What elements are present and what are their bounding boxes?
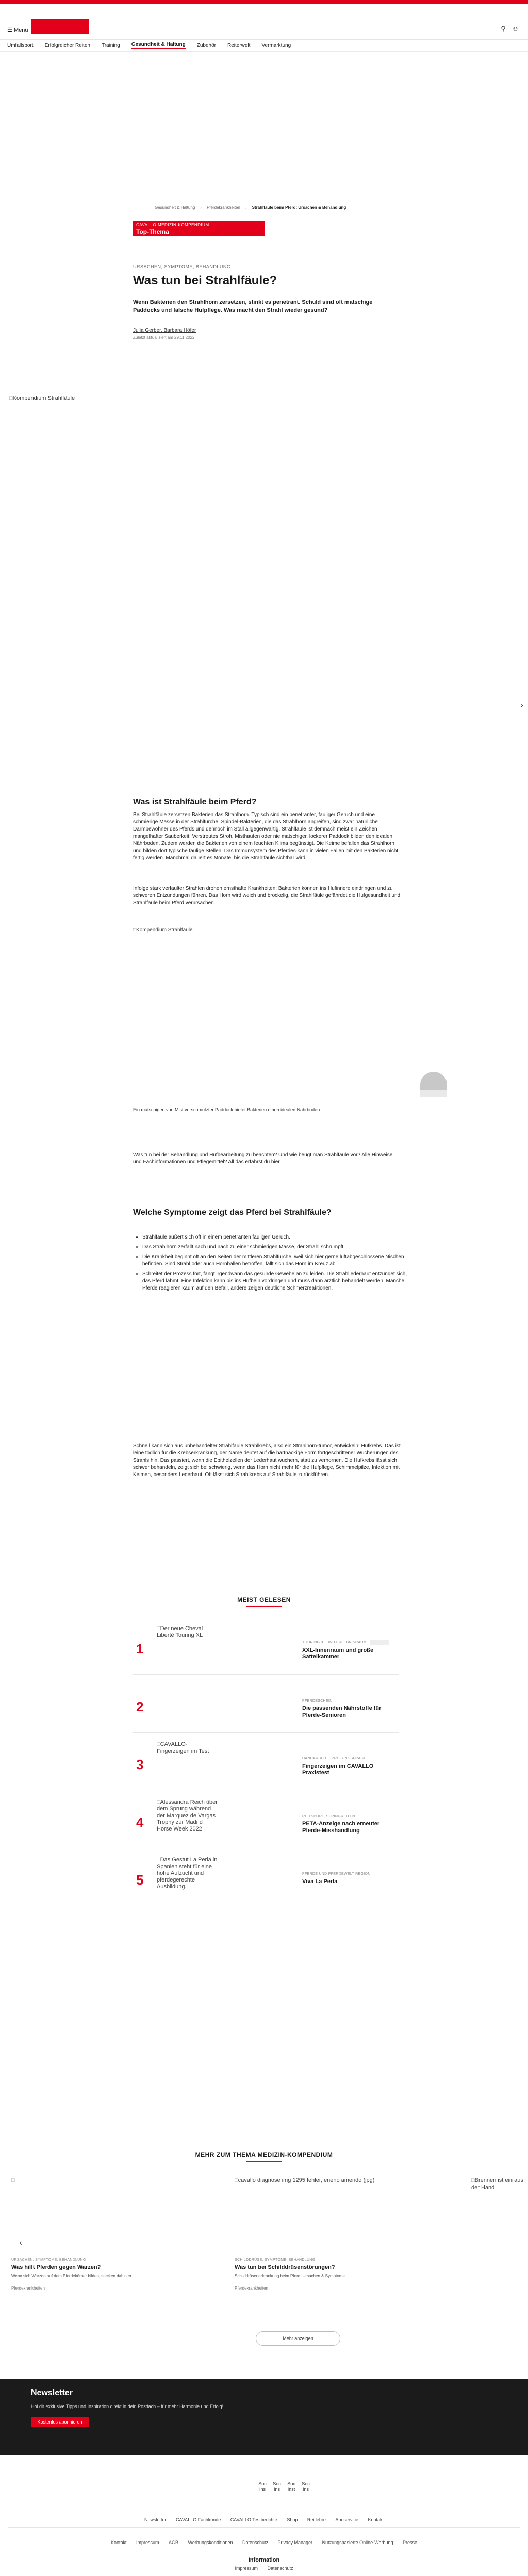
- list-item: • Strahlfäule äußert sich oft in einem penetranten fauligen Geruch.: [142, 1234, 408, 1241]
- author-link[interactable]: Julia Gerber, Barbara Höfer: [133, 328, 196, 333]
- article-image: □ Kompendium Strahlfäule: [133, 927, 193, 933]
- teaser-kicker: REITSPORT, SPRINGREITEN: [302, 1815, 355, 1818]
- hero-image: □ Kompendium Strahlfäule: [9, 395, 75, 401]
- footer-link[interactable]: Werbungskonditionen: [188, 2540, 233, 2545]
- footer-link[interactable]: Privacy Manager: [277, 2540, 313, 2545]
- section-divider: [246, 1606, 282, 1607]
- banner-title: Top-Thema: [136, 228, 169, 235]
- social-icon[interactable]: Soc Ins: [302, 2481, 310, 2492]
- footer-link[interactable]: Kontakt: [368, 2517, 384, 2522]
- card-image[interactable]: [11, 2177, 158, 2254]
- user-icon[interactable]: ☺: [512, 25, 519, 32]
- search-icon[interactable]: ⚲: [501, 25, 506, 32]
- breadcrumb-separator: ›: [245, 205, 247, 210]
- social-icon[interactable]: Soc Inst: [287, 2481, 295, 2492]
- social-links: [256, 2481, 312, 2502]
- footer-link[interactable]: AGB: [169, 2540, 179, 2545]
- compendium-carousel: [0, 2177, 528, 2342]
- teaser-image[interactable]: [157, 1684, 219, 1720]
- article-kicker: URSACHEN, SYMPTOME, BEHANDLUNG: [133, 264, 231, 269]
- list-item: • Die Krankheit beginnt oft an den Seiten der mittleren Strahlfurche, weil sich hier gerne luftabgeschlossene Nischen befinden. Sind Strahl oder auch Hornballen betroffen, fällt sich das Horn im Kreuz ab.: [142, 1253, 408, 1268]
- card-tag[interactable]: Pferdekrankheiten: [235, 2286, 268, 2291]
- footer-link[interactable]: Datenschutz: [267, 2566, 293, 2571]
- nav-item-training[interactable]: Training: [101, 43, 120, 48]
- card-image[interactable]: □ cavallo diagnose img 1295 fehler, eneno amendo (jpg): [235, 2177, 382, 2254]
- breadcrumb-separator: ›: [200, 205, 202, 210]
- teaser-kicker: PFERDESCHEIN: [302, 1699, 333, 1703]
- newsletter-title: Newsletter: [31, 2388, 73, 2397]
- teaser-title[interactable]: Fingerzeigen im CAVALLO Praxistest: [302, 1763, 374, 1776]
- footer-link[interactable]: Impressum: [235, 2566, 258, 2571]
- rank-number: 2: [136, 1699, 144, 1715]
- chevron-right-icon[interactable]: ›: [521, 701, 523, 709]
- most-read-item[interactable]: [133, 1741, 391, 1783]
- footer-link[interactable]: CAVALLO Testberichte: [230, 2517, 277, 2522]
- article-paragraph: Bei Strahlfäule zersetzen Bakterien das Strahlhorn. Typisch sind ein penetranter, fauliger Geruch und eine schmierige Masse in der Strahlfurche. Spindel-Bakterien, die das Strahlhorn angreifen, sind zwar natürliche Darmbewohner des Pferds und dennoch im Stall allgegenwärtig. Strahlfäule ist demnach meist ein Zeichen mangelhafter Sauberkeit: Verstreutes Stroh, Misthaufen oder nie matschiger, lockerer Paddock bilden den idealen Nährboden. Zudem werden die Bakterien von einem feuchten Klima begünstigt. Die Keime befallen das Strahlhorn und bilden dort typische faulige Stellen. Das Immunsystem des Pferdes kann in vielen Fällen mit den Bakterien nicht fertig werden. Manchmal dauert es Monate, bis die Strahlfäule sichtbar wird.: [133, 812, 399, 861]
- avatar-caption-box: [420, 1090, 447, 1097]
- divider: [133, 1732, 399, 1733]
- most-read-item[interactable]: [133, 1799, 391, 1840]
- breadcrumb-item[interactable]: Gesundheit & Haltung: [155, 205, 195, 210]
- nav-item-gesundheit[interactable]: Gesundheit & Haltung: [131, 42, 186, 49]
- social-icon[interactable]: Soc Ins: [273, 2481, 281, 2492]
- list-item: • Das Strahlhorn zerfällt nach und nach zu einer schmierigen Masse, der Strahl schrumpft.: [142, 1244, 408, 1251]
- header-actions: [501, 25, 519, 33]
- article-paragraph: Was tun bei der Behandlung und Hufbearbeitung zu beachten? Und wie beugt man Strahlfäule vor? Alle Hinweise und Fachinformationen und Pflegemittel? All das erfährst du hier.: [133, 1152, 393, 1165]
- teaser-image[interactable]: □ CAVALLO-Fingerzeigen im Test: [157, 1741, 219, 1777]
- rank-number: 1: [136, 1641, 144, 1656]
- banner-kicker: CAVALLO MEDIZIN-KOMPENDIUM: [136, 223, 209, 227]
- avatar: [420, 1072, 447, 1092]
- main-nav: [0, 40, 528, 52]
- breadcrumb-current: Strahlfäule beim Pferd: Ursachen & Behandlung: [252, 205, 346, 210]
- section-divider: [246, 2161, 282, 2162]
- section-heading: Was ist Strahlfäule beim Pferd?: [133, 798, 257, 806]
- ad-badge: [370, 1640, 389, 1645]
- most-read-item[interactable]: [133, 1857, 391, 1898]
- more-button[interactable]: Mehr anzeigen: [256, 2331, 340, 2346]
- topic-banner[interactable]: [133, 221, 265, 236]
- card-image[interactable]: □ Brennen ist ein aus der Hand: [471, 2177, 528, 2254]
- rank-number: 3: [136, 1757, 144, 1772]
- teaser-title[interactable]: XXL-Innenraum und große Sattelkammer: [302, 1647, 374, 1660]
- footer-link[interactable]: Shop: [287, 2517, 298, 2522]
- teaser-title[interactable]: Viva La Perla: [302, 1878, 338, 1885]
- menu-button[interactable]: ☰ Menü: [7, 27, 28, 33]
- card-kicker: SCHILDDRÜSE, SYMPTOME, BEHANDLUNG: [235, 2258, 316, 2262]
- carousel-card[interactable]: [471, 2177, 528, 2254]
- carousel-card[interactable]: [235, 2177, 382, 2291]
- menu-icon: ☰: [7, 27, 12, 33]
- most-read-item[interactable]: [133, 1684, 391, 1725]
- list-item: • Schreitet der Prozess fort, fängt irgendwann das gesunde Gewebe an zu leiden. Die Strahllederhaut entzündet sich, das Pferd lahmt. Eine Infektion kann bis ins Hufbein vordringen und muss dann ärztlich behandelt werden. Manche Pferde reagieren kaum auf den Befall, andere zeigen deutliche Schmerzreaktionen.: [142, 1270, 408, 1292]
- footer-link[interactable]: Newsletter: [144, 2517, 167, 2522]
- nav-item-umfallsport[interactable]: Umfallsport: [7, 43, 34, 48]
- teaser-kicker: TOURING XL UND ERLEBNISRAUM: [302, 1641, 367, 1645]
- footer-link[interactable]: Aboservice: [335, 2517, 358, 2522]
- footer-link[interactable]: Nutzungsbasierte Online-Werbung: [322, 2540, 393, 2545]
- footer-link[interactable]: Datenschutz: [242, 2540, 269, 2545]
- footer-link[interactable]: Reitlehre: [307, 2517, 326, 2522]
- nav-item-erfolgreicher-reiten[interactable]: Erfolgreicher Reiten: [44, 43, 90, 48]
- footer-link[interactable]: Presse: [403, 2540, 418, 2545]
- rank-number: 5: [136, 1872, 144, 1888]
- nav-item-reiterwelt[interactable]: Reiterwelt: [227, 43, 251, 48]
- rank-number: 4: [136, 1815, 144, 1830]
- teaser-image[interactable]: □ Das Gestüt La Perla in Spanien steht für eine hohe Aufzucht und pferdegerechte Ausbildung.: [157, 1857, 219, 1893]
- card-text: Wenn sich Warzen auf dem Pferdekörper bilden, stecken dahinter...: [11, 2274, 135, 2278]
- page-title: Was tun bei Strahlfäule?: [133, 274, 277, 287]
- footer-link[interactable]: CAVALLO Fachkunde: [176, 2517, 221, 2522]
- card-text: Schilddrüsenerkrankung beim Pferd: Ursachen & Symptome: [235, 2274, 345, 2278]
- teaser-title[interactable]: PETA-Anzeige nach erneuter Pferde-Misshandlung: [302, 1821, 380, 1834]
- footer-heading: Information: [248, 2557, 280, 2563]
- most-read-item[interactable]: [133, 1625, 391, 1667]
- article-lead: Wenn Bakterien den Strahlhorn zersetzen, stinkt es penetrant. Schuld sind oft matschige Paddocks und falsche Hufpflege. Was macht den Strahl wieder gesund?: [133, 299, 373, 313]
- teaser-image[interactable]: □ Der neue Cheval Liberté Touring XL: [157, 1625, 219, 1662]
- compendium-title: MEHR ZUM THEMA MEDIZIN-KOMPENDIUM: [195, 2151, 333, 2158]
- card-tag[interactable]: Pferdekrankheiten: [11, 2286, 45, 2291]
- symptom-list: [133, 1234, 408, 1295]
- teaser-title[interactable]: Die passenden Nährstoffe für Pferde-Senioren: [302, 1705, 382, 1718]
- nav-item-zubehoer[interactable]: Zubehör: [196, 43, 216, 48]
- article-date: Zuletzt aktualisiert am 29.11.2022: [133, 335, 195, 340]
- top-accent-bar: [0, 0, 528, 4]
- teaser-kicker: PFERDE UND PFERDEWELT REGION: [302, 1872, 371, 1876]
- section-heading: Welche Symptome zeigt das Pferd bei Strahlfäule?: [133, 1208, 332, 1217]
- subscribe-button[interactable]: Kostenlos abonnieren: [31, 2417, 89, 2427]
- footer-link[interactable]: Impressum: [136, 2540, 159, 2545]
- newsletter-text: Hol dir exklusive Tipps und Inspiration direkt in dein Postfach – für mehr Harmonie und Erfolg!: [31, 2404, 224, 2409]
- newsletter-box: [0, 2379, 528, 2455]
- article-paragraph: Schnell kann sich aus unbehandelter Strahlfäule Strahlkrebs, also ein Strahlhorn-tumor, entwickeln: Hufkrebs. Das ist leine tödlich für die Krebserkrankung, der Name deutet auf die hartnäckige Form fortgeschrittener Wucherungen des Strahls hin. Das passiert, wenn die Epithelzellen der Lederhaut wuchern, statt zu verhornen. Die Hufkrebs lässt sich schwer behandeln, zeigt sich bei schwierig, wenn das Horn nicht mehr für die Hufpflege, Schimmelpilze, Infektion mit Keimen, besonders Lederhaut. Oft lässt sich Strahlkrebs auf Strahlfäule zurückführen.: [133, 1443, 401, 1478]
- image-caption: Ein matschiger, von Mist verschmutzter Paddock bietet Bakterien einen idealen Nährboden.: [133, 1107, 321, 1112]
- chevron-left-icon[interactable]: ‹: [19, 2239, 22, 2247]
- card-title[interactable]: Was hilft Pferden gegen Warzen?: [11, 2264, 101, 2270]
- card-kicker: URSACHEN, SYMPTOME, BEHANDLUNG: [11, 2258, 86, 2262]
- divider: [8, 2527, 520, 2528]
- teaser-image[interactable]: □ Alessandra Reich über dem Sprung während der Marquez de Vargas Trophy zur Madrid Horse Week 2022: [157, 1799, 219, 1835]
- teaser-kicker: HANDARBEIT + PRÜFUNGSFRAGE: [302, 1757, 367, 1760]
- footer-group: [0, 2566, 528, 2571]
- footer-links-primary: [0, 2517, 528, 2522]
- nav-item-vermarktung[interactable]: Vermarktung: [261, 43, 291, 48]
- site-logo[interactable]: [31, 19, 89, 34]
- breadcrumb: [155, 205, 346, 210]
- footer-link[interactable]: Kontakt: [110, 2540, 127, 2545]
- card-title[interactable]: Was tun bei Schilddrüsenstörungen?: [235, 2264, 335, 2270]
- divider: [133, 1674, 399, 1675]
- most-read-title: MEIST GELESEN: [237, 1596, 291, 1603]
- breadcrumb-item[interactable]: Pferdekrankheiten: [206, 205, 240, 210]
- carousel-card[interactable]: [11, 2177, 158, 2291]
- social-icon[interactable]: Soc Ins: [258, 2481, 267, 2492]
- article-paragraph: Infolge stark verfaulter Strahlen drohen ernsthafte Krankheiten: Bakterien können ins Hufinnere eindringen und zu schweren Entzündungen führen. Das Horn wird weich und bröckelig, die Strahlfäule gefährdet die Hufgesundheit und Strahlfäule beim Pferd verursachen.: [133, 886, 401, 906]
- footer-links-secondary: [0, 2540, 528, 2545]
